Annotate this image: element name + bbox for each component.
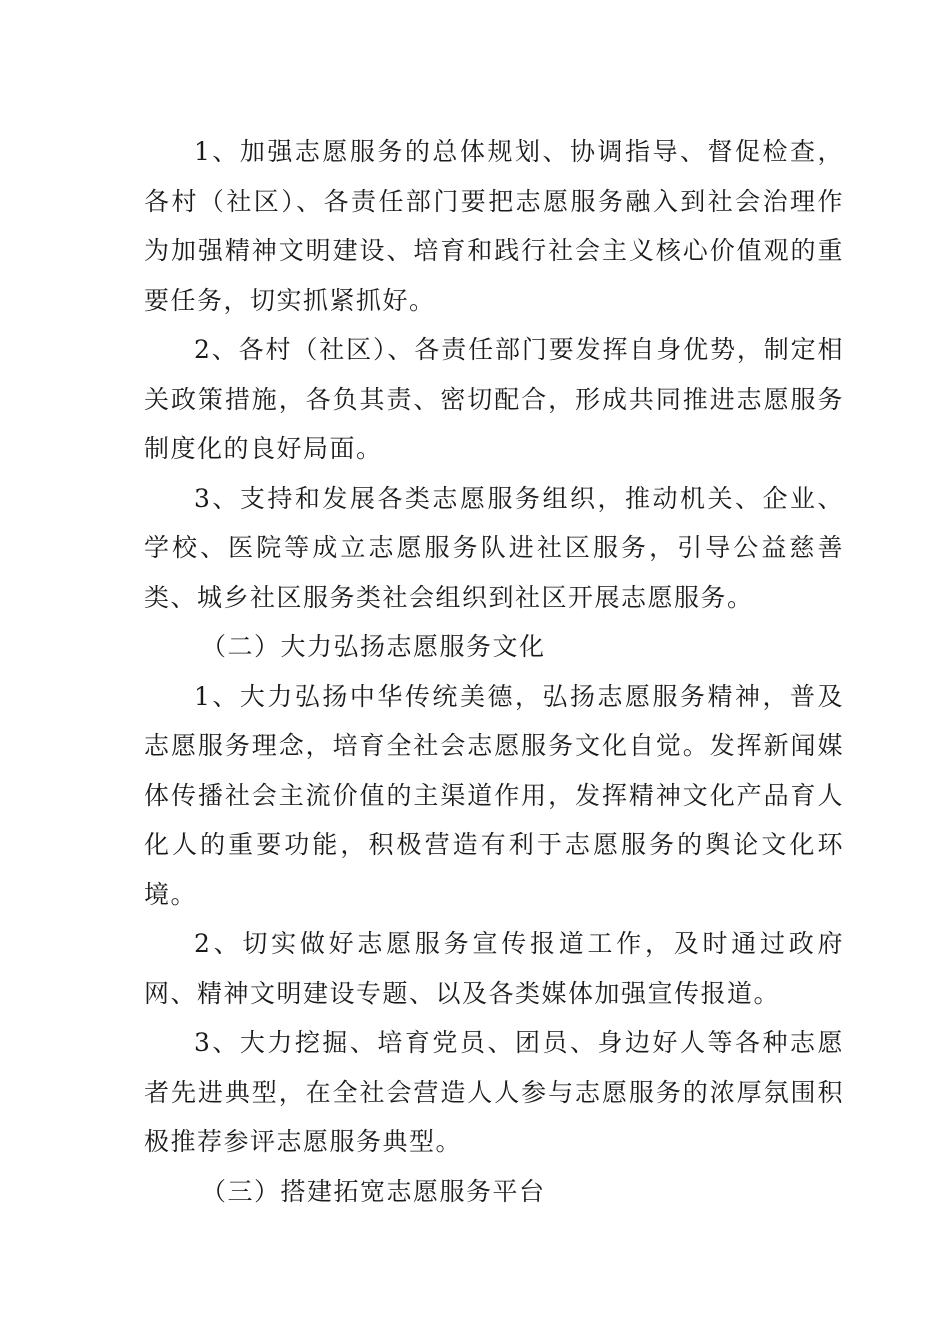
paragraph-5: 2、切实做好志愿服务宣传报道工作，及时通过政府网、精神文明建设专题、以及各类媒体加强宣传报道。	[144, 929, 844, 1008]
paragraph-2: 2、各村（社区）、各责任部门要发挥自身优势，制定相关政策措施，各负其责、密切配合，形成共同推进志愿服务制度化的良好局面。	[144, 335, 844, 463]
paragraph-1: 1、加强志愿服务的总体规划、协调指导、督促检查，各村（社区）、各责任部门要把志愿服务融入到社会治理作为加强精神文明建设、培育和践行社会主义核心价值观的重要任务，切实抓紧抓好。	[144, 137, 844, 315]
section-heading-3: （三）搭建拓宽志愿服务平台	[201, 1176, 546, 1206]
section-heading-2: （二）大力弘扬志愿服务文化	[201, 632, 546, 661]
paragraph-4: 1、大力弘扬中华传统美德，弘扬志愿服务精神，普及志愿服务理念，培育全社会志愿服务文化自觉。发挥新闻媒体传播社会主流价值的主渠道作用，发挥精神文化产品育人化人的重要功能，积极营造有利于志愿服务的舆论文化环境。	[144, 681, 844, 909]
paragraph-3: 3、支持和发展各类志愿服务组织，推动机关、企业、学校、医院等成立志愿服务队进社区服务，引导公益慈善类、城乡社区服务类社会组织到社区开展志愿服务。	[144, 483, 844, 612]
paragraph-6: 3、大力挖掘、培育党员、团员、身边好人等各种志愿者先进典型，在全社会营造人人参与志愿服务的浓厚氛围积极推荐参评志愿服务典型。	[144, 1028, 844, 1156]
document-page	[144, 127, 844, 1216]
